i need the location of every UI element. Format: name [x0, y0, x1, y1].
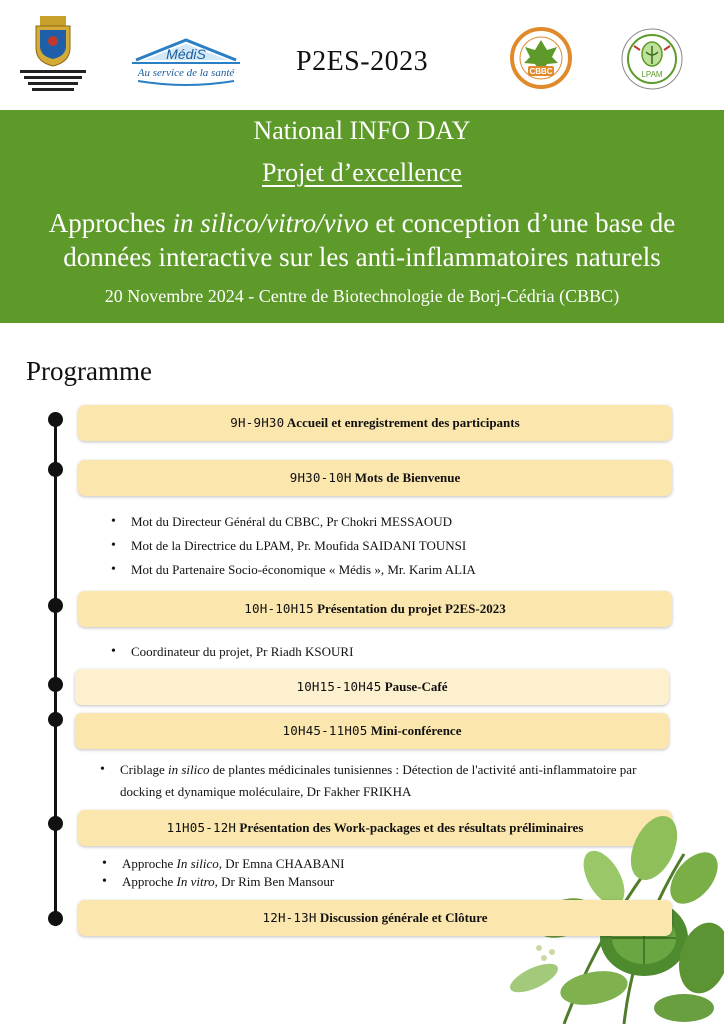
session-welcome-words	[78, 460, 672, 496]
timeline-dot	[48, 677, 63, 692]
lpam-logo	[614, 26, 690, 92]
session-closing	[78, 900, 672, 936]
welcome-item: • Mot du Partenaire Socio-économique « Médis », Mr. Karim ALIA	[131, 562, 476, 578]
session-label: Mots de Bienvenue	[351, 470, 461, 485]
session-welcome-registration	[78, 405, 672, 441]
welcome-item: • Mot du Directeur Général du CBBC, Pr Chokri MESSAOUD	[131, 514, 452, 530]
timeline-dot	[48, 462, 63, 477]
lpam-label: LPAM	[641, 70, 663, 79]
session-label: Présentation du projet P2ES-2023	[313, 601, 506, 616]
session-label: Accueil et enregistrement des participants	[284, 415, 520, 430]
conference-item: • Criblage in silico de plantes médicinales tunisiennes : Détection de l'activité anti-inflammatoire par	[120, 762, 636, 778]
timeline-line	[54, 418, 57, 926]
cbbc-label: CBBC	[529, 67, 553, 76]
session-time: 10H-10H15	[244, 601, 314, 616]
project-title: Approches in silico/vitro/vivo et conception d’une base de données interactive sur les anti-inflammatoires naturels	[48, 208, 676, 272]
session-label: Discussion générale et Clôture	[316, 910, 488, 925]
event-subtitle: Projet d’excellence	[262, 158, 462, 187]
work-package-item: • Approche In silico, Dr Emna CHAABANI	[122, 856, 344, 872]
session-label: Mini-conférence	[367, 723, 462, 738]
conference-item-line2: docking et dynamique moléculaire, Dr Fakher FRIKHA	[120, 784, 412, 799]
timeline-dot	[48, 712, 63, 727]
event-date-venue: 20 Novembre 2024 - Centre de Biotechnologie de Borj-Cédria (CBBC)	[104, 286, 620, 306]
timeline-dot	[48, 816, 63, 831]
session-time: 11H05-12H	[166, 820, 237, 835]
session-time: 10H15-10H45	[296, 679, 382, 694]
event-title: National INFO DAY	[253, 116, 471, 145]
session-label: Présentation des Work-packages et des résultats préliminaires	[236, 820, 584, 835]
work-package-item: • Approche In vitro, Dr Rim Ben Mansour	[122, 874, 334, 890]
session-time: 9H-9H30	[230, 415, 285, 430]
welcome-item: • Mot de la Directrice du LPAM, Pr. Moufida SAIDANI TOUNSI	[131, 538, 466, 554]
timeline-dot	[48, 911, 63, 926]
programme-heading: Programme	[26, 356, 152, 386]
medis-tagline: Au service de la santé	[137, 67, 235, 79]
cbbc-logo	[506, 26, 576, 90]
session-time: 12H-13H	[262, 910, 317, 925]
medis-logo	[128, 38, 244, 86]
project-item: • Coordinateur du projet, Pr Riadh KSOURI	[131, 644, 353, 660]
timeline-dot	[48, 598, 63, 613]
session-mini-conference	[75, 713, 669, 749]
session-label: Pause-Café	[381, 679, 448, 694]
timeline-dot	[48, 412, 63, 427]
session-project-presentation	[78, 591, 672, 627]
title-banner	[0, 110, 724, 323]
medis-name: MédiS	[166, 46, 206, 62]
project-code: P2ES-2023	[296, 46, 429, 77]
ministry-logo	[18, 14, 88, 96]
session-time: 10H45-11H05	[282, 723, 368, 738]
session-coffee-break	[75, 669, 669, 705]
session-time: 9H30-10H	[289, 470, 352, 485]
